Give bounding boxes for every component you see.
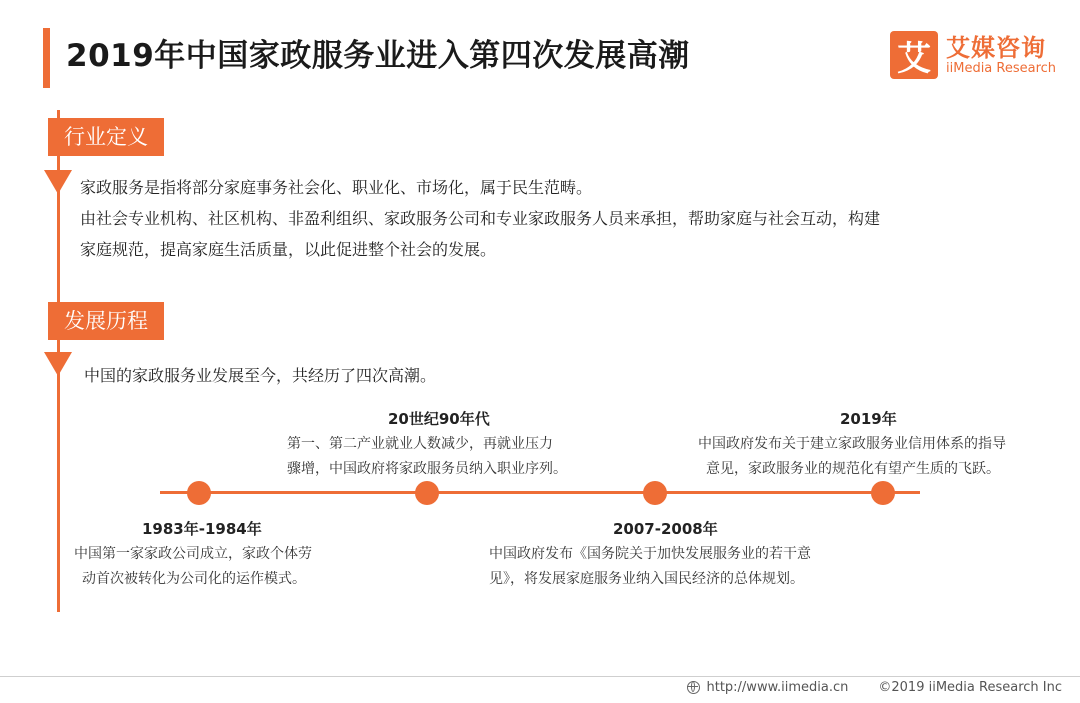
timeline-desc-line: 见》，将发展家庭服务业纳入国民经济的总体规划。 (489, 571, 804, 587)
timeline-year: 20世纪90年代 (388, 410, 490, 428)
timeline-description (698, 432, 1006, 482)
timeline-desc-line: 中国第一家家政公司成立，家政个体劳 (74, 546, 312, 562)
timeline-desc-line: 意见，家政服务业的规范化有望产生质的飞跃。 (706, 461, 1000, 477)
footer-divider (0, 676, 1080, 677)
definition-line: 家庭规范，提高家庭生活质量，以此促进整个社会的发展。 (80, 240, 497, 259)
brand-logo (890, 31, 1065, 81)
logo-mark-icon: 艾 (890, 31, 938, 79)
logo-name-en: iiMedia Research (946, 61, 1057, 76)
page-title: 2019年中国家政服务业进入第四次发展高潮 (66, 38, 690, 74)
footer (687, 680, 1062, 695)
definition-text (80, 172, 880, 265)
timeline-axis (160, 491, 920, 494)
section-label-history: 发展历程 (48, 302, 164, 340)
definition-line: 家政服务是指将部分家庭事务社会化、职业化、市场化，属于民生范畴。 (80, 178, 593, 197)
timeline-description (489, 542, 811, 592)
arrow-down-icon (44, 352, 72, 376)
timeline-year: 2007-2008年 (613, 520, 718, 538)
definition-line: 由社会专业机构、社区机构、非盈利组织、家政服务公司和专业家政服务人员来承担，帮助家庭与社会互动，构建 (80, 209, 881, 228)
timeline-desc-line: 第一、第二产业就业人数减少，再就业压力 (287, 436, 553, 452)
logo-name-cn: 艾媒咨询 (946, 34, 1046, 62)
title-accent-bar (43, 28, 50, 88)
history-intro: 中国的家政服务业发展至今，共经历了四次高潮。 (84, 366, 437, 385)
timeline-desc-line: 中国政府发布关于建立家政服务业信用体系的指导 (698, 436, 1006, 452)
timeline-desc-line: 中国政府发布《国务院关于加快发展服务业的若干意 (489, 546, 811, 562)
arrow-down-icon (44, 170, 72, 194)
timeline-dot (643, 481, 667, 505)
timeline-dot (187, 481, 211, 505)
timeline-description (74, 542, 312, 592)
timeline-year: 2019年 (840, 410, 897, 428)
timeline-description (287, 432, 567, 482)
section-label-definition: 行业定义 (48, 118, 164, 156)
timeline-year: 1983年-1984年 (142, 520, 262, 538)
timeline-desc-line: 骤增，中国政府将家政服务员纳入职业序列。 (287, 461, 567, 477)
globe-icon (687, 681, 700, 694)
timeline-desc-line: 动首次被转化为公司化的运作模式。 (82, 571, 306, 587)
timeline-dot (415, 481, 439, 505)
timeline-dot (871, 481, 895, 505)
footer-url[interactable]: http://www.iimedia.cn (706, 680, 849, 695)
footer-copyright: ©2019 iiMedia Research Inc (878, 680, 1062, 695)
